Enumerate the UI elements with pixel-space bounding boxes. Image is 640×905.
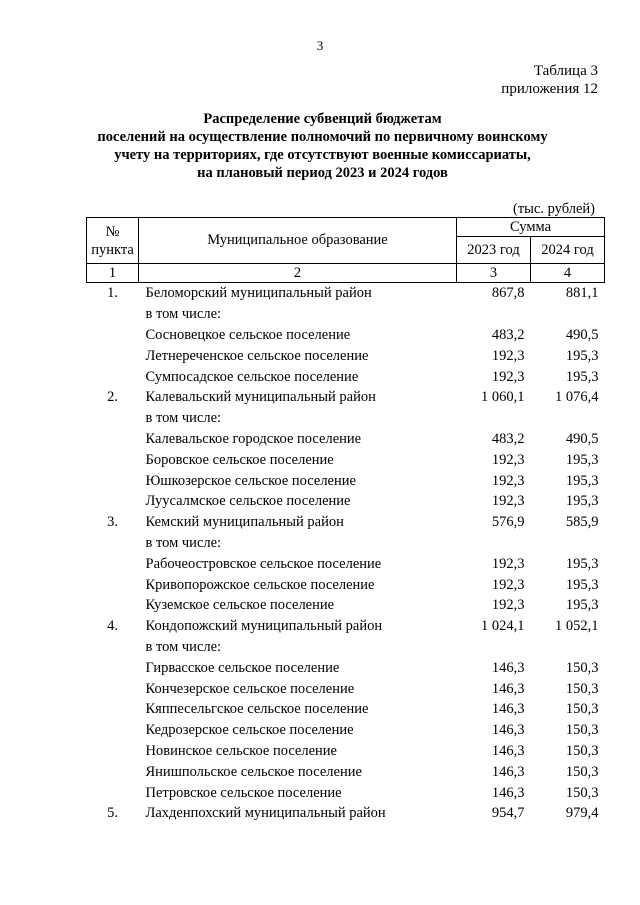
municipality-name: Петровское сельское поселение bbox=[145, 784, 342, 801]
municipality-name: Лахденпохский муниципальный район bbox=[145, 805, 386, 822]
table-row bbox=[87, 553, 605, 574]
table-row bbox=[87, 449, 605, 470]
table-row bbox=[87, 512, 605, 533]
row-number bbox=[87, 325, 139, 346]
row-number bbox=[87, 553, 139, 574]
value-2023 bbox=[457, 637, 531, 658]
municipality-name: Летнереченское сельское поселение bbox=[145, 347, 369, 364]
value-2023: 146,3 bbox=[491, 763, 525, 780]
value-2023: 483,2 bbox=[491, 430, 525, 447]
value-2024: 195,3 bbox=[565, 451, 599, 468]
row-number: 4. bbox=[107, 618, 118, 635]
row-number bbox=[87, 720, 139, 741]
value-2024: 150,3 bbox=[565, 680, 599, 697]
value-2024: 1 052,1 bbox=[555, 618, 599, 635]
table-row bbox=[87, 678, 605, 699]
value-2023: 867,8 bbox=[491, 285, 525, 302]
municipality-name: Калевальский муниципальный район bbox=[145, 389, 376, 406]
table-row bbox=[87, 470, 605, 491]
table-row bbox=[87, 533, 605, 554]
column-number: 4 bbox=[531, 264, 605, 283]
row-number bbox=[87, 574, 139, 595]
municipality-name: Янишпольское сельское поселение bbox=[145, 763, 362, 780]
municipality-name: Кондопожский муниципальный район bbox=[145, 618, 383, 635]
municipality-name: Куземское сельское поселение bbox=[145, 597, 335, 614]
municipality-name: Рабочеостровское сельское поселение bbox=[145, 555, 382, 572]
municipality-name: в том числе: bbox=[145, 534, 222, 551]
unit-label: (тыс. рублей) bbox=[513, 201, 595, 217]
value-2024 bbox=[531, 637, 605, 658]
value-2024: 195,3 bbox=[565, 576, 599, 593]
column-number: 3 bbox=[457, 264, 531, 283]
table-row bbox=[87, 761, 605, 782]
municipality-name: Кедрозерское сельское поселение bbox=[145, 722, 354, 739]
value-2024: 150,3 bbox=[565, 701, 599, 718]
title-line: Распределение субвенций бюджетам bbox=[203, 111, 442, 127]
column-number: 1 bbox=[87, 264, 139, 283]
value-2024: 150,3 bbox=[565, 659, 599, 676]
municipality-name: Кончезерское сельское поселение bbox=[145, 680, 355, 697]
table-row bbox=[87, 429, 605, 450]
value-2023: 192,3 bbox=[491, 347, 525, 364]
value-2023: 146,3 bbox=[491, 784, 525, 801]
value-2023: 192,3 bbox=[491, 451, 525, 468]
value-2023: 146,3 bbox=[491, 742, 525, 759]
value-2024: 150,3 bbox=[565, 784, 599, 801]
value-2023: 146,3 bbox=[491, 680, 525, 697]
value-2024 bbox=[531, 408, 605, 429]
table-row bbox=[87, 283, 605, 304]
header-year-2023: 2023 год bbox=[457, 237, 531, 264]
value-2023: 192,3 bbox=[491, 472, 525, 489]
title-line: поселений на осуществление полномочий по первичному воинскому bbox=[97, 129, 548, 145]
value-2024: 195,3 bbox=[565, 347, 599, 364]
row-number: 3. bbox=[107, 514, 118, 531]
municipality-name: Сумпосадское сельское поселение bbox=[145, 368, 359, 385]
value-2023: 576,9 bbox=[491, 514, 525, 531]
municipality-name: Новинское сельское поселение bbox=[145, 742, 337, 759]
value-2023: 483,2 bbox=[491, 326, 525, 343]
row-number bbox=[87, 533, 139, 554]
value-2024: 1 076,4 bbox=[555, 389, 599, 406]
row-number bbox=[87, 491, 139, 512]
row-number bbox=[87, 637, 139, 658]
value-2023: 192,3 bbox=[491, 368, 525, 385]
row-number bbox=[87, 345, 139, 366]
row-number bbox=[87, 678, 139, 699]
value-2024: 150,3 bbox=[565, 763, 599, 780]
row-number bbox=[87, 699, 139, 720]
table-row bbox=[87, 491, 605, 512]
value-2023: 192,3 bbox=[491, 576, 525, 593]
row-number bbox=[87, 595, 139, 616]
value-2023: 146,3 bbox=[491, 659, 525, 676]
value-2024: 150,3 bbox=[565, 742, 599, 759]
table-row bbox=[87, 637, 605, 658]
value-2023: 192,3 bbox=[491, 597, 525, 614]
municipality-name: Луусалмское сельское поселение bbox=[145, 493, 351, 510]
page-number: 3 bbox=[316, 38, 324, 53]
subventions-table bbox=[86, 217, 605, 824]
table-reference bbox=[501, 62, 598, 98]
table-body bbox=[87, 283, 605, 824]
table-row bbox=[87, 574, 605, 595]
row-number bbox=[87, 366, 139, 387]
municipality-name: Кяппесельгское сельское поселение bbox=[145, 701, 369, 718]
row-number bbox=[87, 304, 139, 325]
value-2024: 195,3 bbox=[565, 555, 599, 572]
header-municipality: Муниципальное образование bbox=[139, 218, 457, 264]
value-2024 bbox=[531, 533, 605, 554]
municipality-name: Беломорский муниципальный район bbox=[145, 285, 372, 302]
table-row bbox=[87, 345, 605, 366]
value-2023 bbox=[457, 304, 531, 325]
municipality-name: в том числе: bbox=[145, 306, 222, 323]
value-2023: 146,3 bbox=[491, 722, 525, 739]
title-line: учету на территориях, где отсутствуют военные комиссариаты, bbox=[114, 147, 531, 163]
row-number bbox=[87, 470, 139, 491]
table-row bbox=[87, 782, 605, 803]
value-2023: 146,3 bbox=[491, 701, 525, 718]
value-2024 bbox=[531, 304, 605, 325]
value-2024: 881,1 bbox=[565, 285, 599, 302]
value-2023: 192,3 bbox=[491, 493, 525, 510]
table-row bbox=[87, 595, 605, 616]
value-2024: 490,5 bbox=[565, 430, 599, 447]
table-row bbox=[87, 304, 605, 325]
header-year-2024: 2024 год bbox=[531, 237, 605, 264]
value-2023: 1 060,1 bbox=[481, 389, 525, 406]
municipality-name: в том числе: bbox=[145, 410, 222, 427]
table-row bbox=[87, 408, 605, 429]
row-number bbox=[87, 761, 139, 782]
table-row bbox=[87, 366, 605, 387]
value-2024: 195,3 bbox=[565, 472, 599, 489]
row-number bbox=[87, 782, 139, 803]
value-2023: 192,3 bbox=[491, 555, 525, 572]
column-number: 2 bbox=[139, 264, 457, 283]
value-2023: 954,7 bbox=[491, 805, 525, 822]
value-2024: 585,9 bbox=[565, 514, 599, 531]
header-sum: Сумма bbox=[457, 218, 605, 237]
municipality-name: Калевальское городское поселение bbox=[145, 430, 362, 447]
municipality-name: Сосновецкое сельское поселение bbox=[145, 326, 351, 343]
value-2024: 490,5 bbox=[565, 326, 599, 343]
table-row bbox=[87, 616, 605, 637]
value-2024: 979,4 bbox=[565, 805, 599, 822]
row-number bbox=[87, 657, 139, 678]
header-no: № пункта bbox=[87, 218, 139, 264]
row-number: 1. bbox=[107, 285, 118, 302]
municipality-name: Боровское сельское поселение bbox=[145, 451, 334, 468]
title-line: на плановый период 2023 и 2024 годов bbox=[197, 165, 448, 181]
row-number bbox=[87, 408, 139, 429]
document-title bbox=[60, 110, 585, 182]
value-2024: 195,3 bbox=[565, 597, 599, 614]
table-row bbox=[87, 699, 605, 720]
value-2023: 1 024,1 bbox=[481, 618, 525, 635]
municipality-name: Кемский муниципальный район bbox=[145, 514, 344, 531]
table-row bbox=[87, 720, 605, 741]
row-number bbox=[87, 449, 139, 470]
table-row bbox=[87, 657, 605, 678]
table-ref-line: Таблица 3 bbox=[533, 63, 598, 79]
row-number: 5. bbox=[107, 805, 118, 822]
row-number bbox=[87, 741, 139, 762]
municipality-name: Гирвасское сельское поселение bbox=[145, 659, 340, 676]
value-2023 bbox=[457, 408, 531, 429]
municipality-name: Кривопорожское сельское поселение bbox=[145, 576, 375, 593]
table-ref-line: приложения 12 bbox=[501, 81, 598, 97]
value-2024: 150,3 bbox=[565, 722, 599, 739]
table-row bbox=[87, 803, 605, 824]
value-2024: 195,3 bbox=[565, 493, 599, 510]
value-2024: 195,3 bbox=[565, 368, 599, 385]
municipality-name: в том числе: bbox=[145, 638, 222, 655]
value-2023 bbox=[457, 533, 531, 554]
table-row bbox=[87, 325, 605, 346]
row-number: 2. bbox=[107, 389, 118, 406]
municipality-name: Юшкозерское сельское поселение bbox=[145, 472, 356, 489]
table-row bbox=[87, 741, 605, 762]
table-row bbox=[87, 387, 605, 408]
row-number bbox=[87, 429, 139, 450]
